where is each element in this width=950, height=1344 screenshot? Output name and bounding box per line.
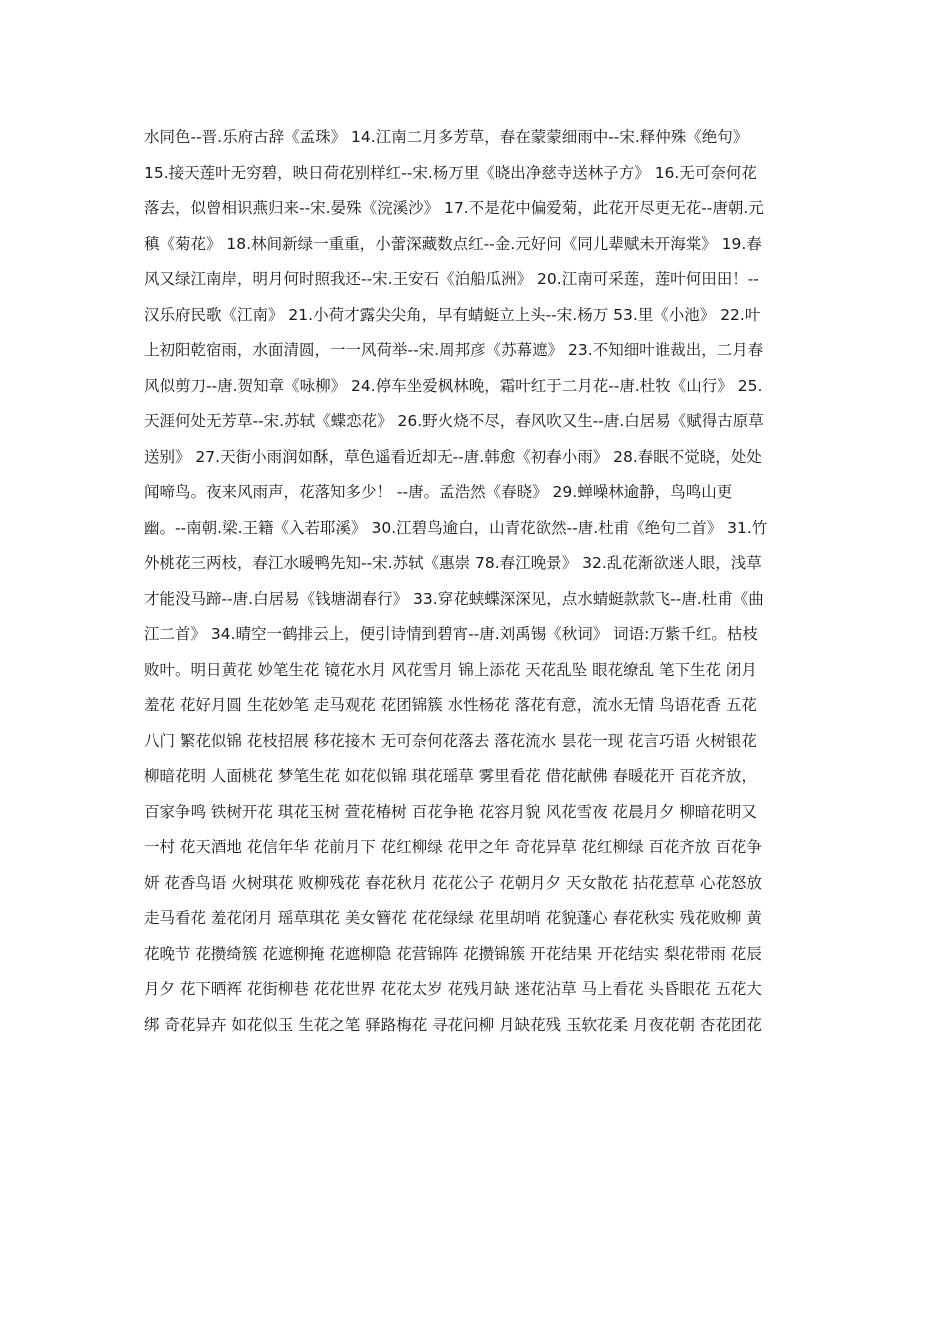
text-line: 妍 花香鸟语 火树琪花 败柳残花 春花秋月 花花公子 花朝月夕 天女散花 拈花惹草 心花怒放 bbox=[144, 873, 762, 892]
text-line: 败叶。明日黄花 妙笔生花 镜花水月 风花雪月 锦上添花 天花乱坠 眼花缭乱 笔下生花 闭月 bbox=[144, 660, 757, 679]
text-line: 羞花 花好月圆 生花妙笔 走马观花 花团锦簇 水性杨花 落花有意，流水无情 鸟语花香 五花 bbox=[144, 696, 757, 714]
text-line: 风似剪刀--唐.贺知章《咏柳》 24.停车坐爱枫林晚，霜叶红于二月花--唐.杜牧《山行》 25. bbox=[144, 376, 763, 395]
text-line: 上初阳乾宿雨，水面清圆，一一风荷举--宋.周邦彦《苏幕遮》 23.不知细叶谁裁出，二月春 bbox=[144, 341, 764, 359]
text-line: 月夕 花下晒裈 花街柳巷 花花世界 花花太岁 花残月缺 迷花沾草 马上看花 头昏眼花 五花大 bbox=[144, 980, 762, 998]
text-line: 百家争鸣 铁树开花 琪花玉树 萱花椿树 百花争艳 花容月貌 风花雪夜 花晨月夕 柳暗花明又 bbox=[144, 802, 757, 821]
text-line: 闻啼鸟。夜来风雨声，花落知多少！ --唐。孟浩然《春晓》 29.蝉噪林逾静，鸟鸣山更 bbox=[144, 483, 733, 501]
text-line: 天涯何处无芳草--宋.苏轼《蝶恋花》 26.野火烧不尽，春风吹又生--唐.白居易《赋得古原草 bbox=[144, 412, 764, 430]
text-line: 外桃花三两枝，春江水暖鸭先知--宋.苏轼《惠崇 78.春江晚景》 32.乱花渐欲迷人眼，浅草 bbox=[144, 554, 762, 572]
text-line: 走马看花 羞花闭月 瑶草琪花 美女簪花 花花绿绿 花里胡哨 花貌蓬心 春花秋实 残花败柳 黄 bbox=[144, 909, 762, 927]
body-text bbox=[144, 120, 814, 1043]
text-line: 花晚节 花攒绮簇 花遮柳掩 花遮柳隐 花营锦阵 花攒锦簇 开花结果 开花结实 梨花带雨 花辰 bbox=[144, 944, 762, 963]
text-line: 汉乐府民歌《江南》 21.小荷才露尖尖角，早有蜻蜓立上头--宋.杨万 53.里《小池》 22.叶 bbox=[144, 305, 761, 324]
text-line: 一村 花天酒地 花信年华 花前月下 花红柳绿 花甲之年 奇花异草 花红柳绿 百花齐放 百花争 bbox=[144, 838, 762, 856]
text-line: 15.接天莲叶无穷碧，映日荷花别样红--宋.杨万里《晓出净慈寺送林子方》 16.无可奈何花 bbox=[144, 163, 757, 182]
text-line: 柳暗花明 人面桃花 梦笔生花 如花似锦 琪花瑶草 雾里看花 借花献佛 春暖花开 百花齐放， bbox=[144, 767, 757, 785]
text-line: 送别》 27.天街小雨润如酥，草色遥看近却无--唐.韩愈《初春小雨》 28.春眠不觉晓，处处 bbox=[144, 447, 762, 466]
text-line: 幽。--南朝.梁.王籍《入若耶溪》 30.江碧鸟逾白，山青花欲然--唐.杜甫《绝句二首》 31.竹 bbox=[144, 518, 768, 537]
text-line: 江二首》 34.晴空一鹤排云上，便引诗情到碧宵--唐.刘禹锡《秋词》 词语:万紫千红。枯枝 bbox=[144, 625, 758, 643]
text-line: 八门 繁花似锦 花枝招展 移花接木 无可奈何花落去 落花流水 昙花一现 花言巧语 火树银花 bbox=[144, 731, 757, 750]
text-line: 稹《菊花》 18.林间新绿一重重，小蕾深藏数点红--金.元好问《同儿辈赋未开海棠》 19.春 bbox=[144, 234, 762, 253]
text-line: 落去，似曾相识燕归来--宋.晏殊《浣溪沙》 17.不是花中偏爱菊，此花开尽更无花--唐朝.元 bbox=[144, 199, 764, 217]
text-line: 绑 奇花异卉 如花似玉 生花之笔 驿路梅花 寻花问柳 月缺花残 玉软花柔 月夜花朝 杏花团花 bbox=[144, 1015, 762, 1034]
text-line: 才能没马蹄--唐.白居易《钱塘湖春行》 33.穿花蛱蝶深深见，点水蜻蜓款款飞--唐.杜甫《曲 bbox=[144, 589, 764, 608]
text-line: 水同色--晋.乐府古辞《孟珠》 14.江南二月多芳草，春在蒙蒙细雨中--宋.释仲殊《绝句》 bbox=[144, 128, 749, 146]
text-line: 风又绿江南岸，明月何时照我还--宋.王安石《泊船瓜洲》 20.江南可采莲，莲叶何田田！-- bbox=[144, 270, 759, 288]
